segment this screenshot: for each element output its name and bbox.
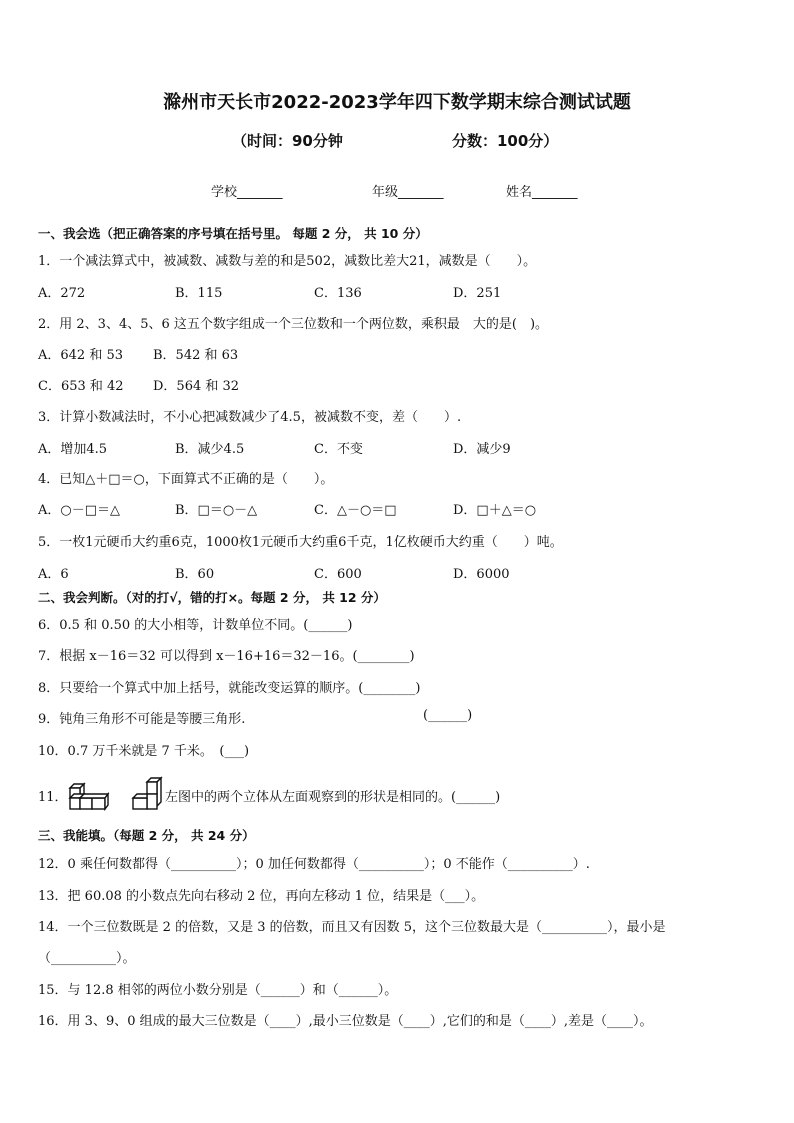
option-b[interactable]: B．115 bbox=[175, 286, 223, 301]
exam-score: 分数：100分） bbox=[452, 132, 559, 150]
option-a[interactable]: A．642 和 53 bbox=[38, 348, 124, 363]
option-b[interactable]: B．542 和 63 bbox=[153, 348, 239, 363]
question-14: 14．一个三位数既是 2 的倍数，又是 3 的倍数，而且又有因数 5，这个三位数最大是（__________），最小是 bbox=[38, 920, 666, 935]
question-5: 5．一枚1元硬币大约重6克，1000枚1元硬币大约重6千克，1亿枚硬币大约重（ ）吨。 bbox=[38, 535, 563, 550]
page-title: 滁州市天长市2022-2023学年四下数学期末综合测试试题 bbox=[163, 92, 631, 113]
question-14-continued: （__________）。 bbox=[38, 951, 136, 966]
question-16: 16．用 3、9、0 组成的最大三位数是（____）,最小三位数是（____）,它们的和是（____）,差是（____）。 bbox=[38, 1014, 653, 1029]
option-a[interactable]: A．○－□＝△ bbox=[38, 503, 121, 518]
option-b[interactable]: B．□＝○－△ bbox=[175, 503, 258, 518]
section-title: 三、我能填。（每题 2 分， 共 24 分） bbox=[38, 828, 255, 843]
question-12: 12．0 乘任何数都得（__________）；0 加任何数都得（__________）；0 不能作（__________）. bbox=[38, 857, 590, 872]
question-8: 8．只要给一个算式中加上括号，就能改变运算的顺序。(________) bbox=[38, 681, 421, 696]
option-a[interactable]: A．6 bbox=[38, 567, 69, 582]
option-b[interactable]: B．60 bbox=[175, 567, 215, 582]
option-d[interactable]: D．□＋△＝○ bbox=[453, 503, 537, 518]
question-15: 15．与 12.8 相邻的两位小数分别是（______）和（______）。 bbox=[38, 983, 398, 998]
question-7: 7．根据 x－16＝32 可以得到 x－16+16＝32－16。(________) bbox=[38, 649, 415, 664]
cube-figure-left bbox=[68, 776, 110, 812]
question-13: 13．把 60.08 的小数点先向右移动 2 位，再向左移动 1 位，结果是（___）。 bbox=[38, 889, 485, 904]
question-11-number: 11． bbox=[38, 790, 68, 805]
question-9: 9．钝角三角形不可能是等腰三角形. bbox=[38, 712, 246, 727]
question-2: 2．用 2、3、4、5、6 这五个数字组成一个三位数和一个两位数，乘积最 大的是( )。 bbox=[38, 317, 549, 332]
question-3: 3．计算小数减法时，不小心把减数减少了4.5，被减数不变，差（ ）. bbox=[38, 410, 462, 425]
option-a[interactable]: A．272 bbox=[38, 286, 86, 301]
option-d[interactable]: D．251 bbox=[453, 286, 502, 301]
option-d[interactable]: D．6000 bbox=[453, 567, 510, 582]
option-b[interactable]: B．减少4.5 bbox=[175, 442, 245, 457]
option-c[interactable]: C．△－○＝□ bbox=[314, 503, 397, 518]
school-field[interactable]: 学校_______ bbox=[211, 185, 283, 200]
question-1: 1．一个减法算式中，被减数、减数与差的和是502，减数比差大21，减数是（ ）。 bbox=[38, 254, 537, 269]
option-d[interactable]: D．减少9 bbox=[453, 442, 511, 457]
option-c[interactable]: C．不变 bbox=[314, 442, 363, 457]
option-c[interactable]: C．653 和 42 bbox=[38, 379, 124, 394]
question-10: 10．0.7 万千米就是 7 千米。 (___) bbox=[38, 744, 250, 759]
section-title: 一、我会选（把正确答案的序号填在括号里。 每题 2 分， 共 10 分） bbox=[38, 226, 428, 241]
option-c[interactable]: C．600 bbox=[314, 567, 362, 582]
answer-blank[interactable]: (______) bbox=[423, 708, 473, 723]
option-c[interactable]: C．136 bbox=[314, 286, 362, 301]
exam-time: （时间：90分钟 bbox=[232, 132, 343, 150]
question-11: 左图中的两个立体从左面观察到的形状是相同的。(______) bbox=[165, 790, 501, 805]
grade-field[interactable]: 年级_______ bbox=[372, 185, 444, 200]
question-4: 4．已知△＋□＝○，下面算式不正确的是（ ）。 bbox=[38, 472, 334, 487]
section-title: 二、我会判断。（对的打√，错的打×。每题 2 分， 共 12 分） bbox=[38, 590, 386, 605]
option-a[interactable]: A．增加4.5 bbox=[38, 442, 108, 457]
question-6: 6．0.5 和 0.50 的大小相等，计数单位不同。(______) bbox=[38, 618, 353, 633]
name-field[interactable]: 姓名_______ bbox=[506, 185, 578, 200]
option-d[interactable]: D．564 和 32 bbox=[153, 379, 240, 394]
cube-figure-right bbox=[129, 776, 165, 812]
